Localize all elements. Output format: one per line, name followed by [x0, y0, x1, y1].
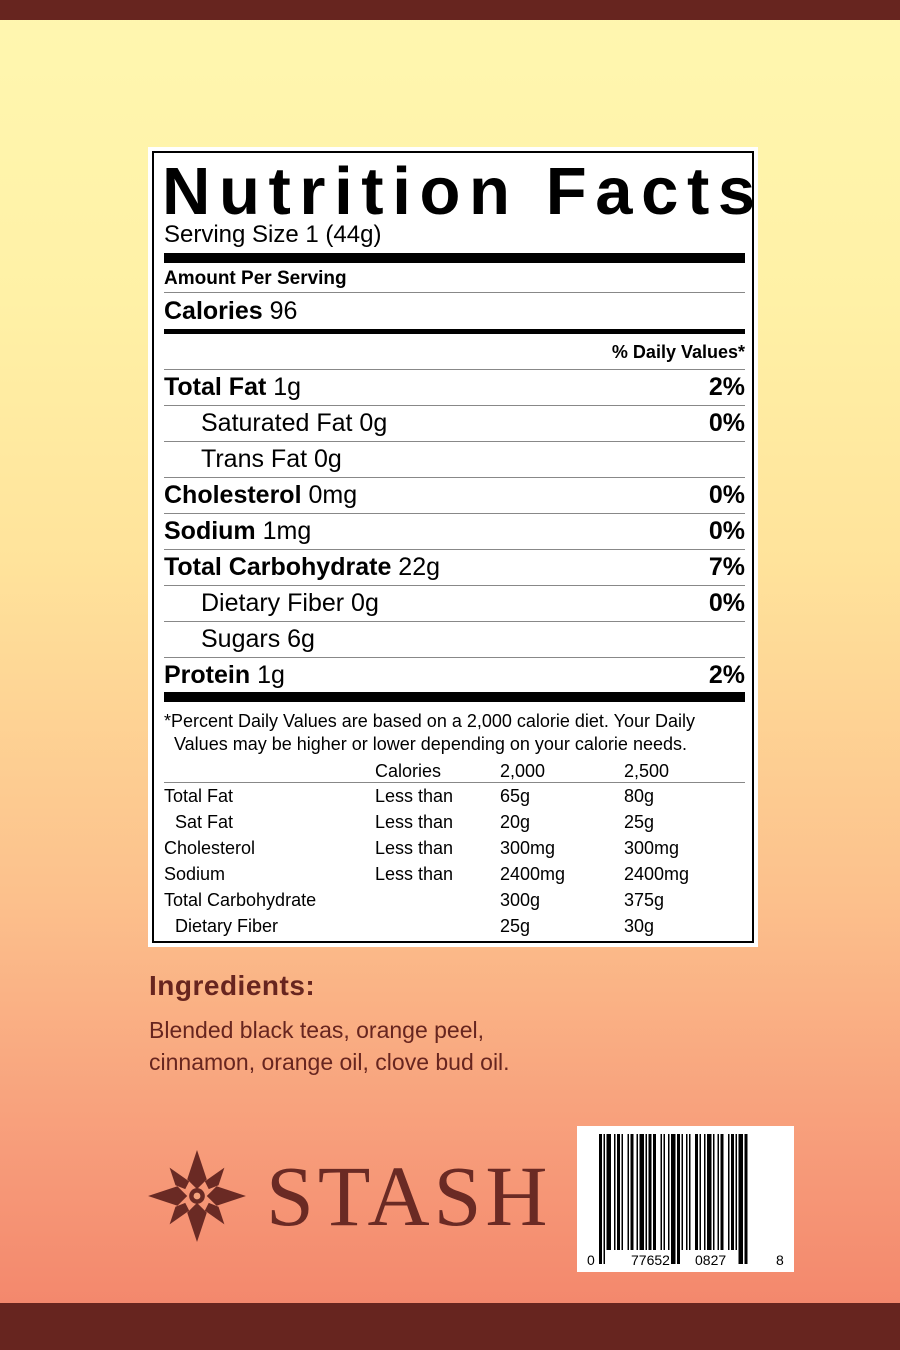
barcode-bar	[721, 1134, 724, 1250]
nutrient-label: Total Carbohydrate	[164, 553, 392, 581]
nutrient-amount: 22g	[398, 553, 441, 581]
barcode-bar	[700, 1134, 702, 1250]
nutrition-label-frame	[152, 151, 764, 943]
barcode-bar	[614, 1134, 616, 1250]
nutrition-label	[148, 147, 764, 947]
barcode-bar	[653, 1134, 656, 1250]
stash-wordmark: STASH	[266, 1148, 552, 1244]
barcode-digit-right: 8	[776, 1252, 784, 1268]
nutrition-title: Nutrition Facts	[162, 154, 764, 229]
barcode-bar	[599, 1134, 602, 1264]
nutrient-row-sodium	[164, 514, 745, 550]
nutrient-row-cholesterol	[164, 478, 745, 514]
nutrient-row-trans-fat	[164, 442, 745, 478]
table-cell: 25g	[624, 812, 655, 832]
nutrient-label: Trans Fat 0g	[201, 445, 342, 473]
calories-value: 96	[269, 297, 298, 325]
nutrient-amount: 1mg	[262, 517, 312, 545]
table-header-cell: Calories	[375, 761, 442, 781]
table-cell: Total Carbohydrate	[164, 890, 317, 910]
barcode-group-1: 77652	[631, 1252, 670, 1268]
table-cell: 375g	[624, 890, 665, 910]
barcode	[577, 1126, 794, 1272]
barcode-bar	[604, 1134, 606, 1264]
table-cell: 300mg	[500, 838, 556, 858]
footnote-line: Values may be higher or lower depending on your calorie needs.	[174, 734, 687, 754]
nutrient-amount: 0mg	[308, 481, 358, 509]
ingredients-line: Blended black teas, orange peel,	[149, 1017, 485, 1043]
barcode-bar	[668, 1134, 670, 1250]
calories-label: Calories	[164, 297, 263, 325]
table-cell: 300g	[500, 890, 541, 910]
barcode-bar	[617, 1134, 620, 1250]
nutrient-label: Dietary Fiber 0g	[201, 589, 379, 617]
table-cell: Less than	[375, 786, 454, 806]
nutrient-pct: 2%	[708, 660, 745, 689]
table-cell: 2400mg	[500, 864, 566, 884]
table-cell: 80g	[624, 786, 655, 806]
thick-divider	[164, 692, 745, 702]
table-cell	[375, 913, 500, 939]
table-cell: Dietary Fiber	[175, 916, 279, 936]
thick-divider	[164, 253, 745, 263]
nutrient-pct: 0%	[708, 517, 745, 545]
table-cell	[375, 887, 500, 913]
table-cell: 65g	[500, 786, 531, 806]
barcode-bar	[631, 1134, 634, 1250]
table-row	[164, 887, 745, 913]
calories-row	[164, 293, 745, 329]
nutrient-label: Cholesterol	[164, 481, 302, 509]
ingredients-line: cinnamon, orange oil, clove bud oil.	[149, 1049, 510, 1075]
barcode-bar	[622, 1134, 624, 1250]
nutrient-pct: 0%	[708, 589, 745, 617]
barcode-bar	[689, 1134, 691, 1250]
barcode-bar	[671, 1134, 676, 1264]
nutrient-label: Sodium	[164, 517, 256, 545]
nutrient-row-dietary-fiber	[164, 586, 745, 622]
barcode-bar	[649, 1134, 652, 1250]
nutrient-pct: 7%	[708, 553, 745, 581]
table-row	[164, 861, 745, 887]
barcode-bar	[628, 1134, 630, 1250]
stash-compass-icon	[148, 1150, 246, 1242]
nutrient-label: Saturated Fat 0g	[201, 409, 388, 437]
nutrient-pct: 0%	[708, 409, 745, 437]
barcode-group-2: 0827	[695, 1252, 727, 1268]
nutrient-label: Total Fat	[164, 373, 267, 401]
table-header-cell: 2,500	[624, 761, 670, 781]
barcode-bar	[695, 1134, 698, 1250]
barcode-bar	[637, 1134, 639, 1250]
nutrient-amount: 1g	[273, 373, 302, 401]
barcode-bar	[731, 1134, 734, 1250]
barcode-bar	[646, 1134, 648, 1250]
barcode-bar	[607, 1134, 612, 1250]
table-header-cell	[164, 758, 375, 782]
barcode-bar	[640, 1134, 645, 1250]
table-header-row	[164, 758, 745, 783]
barcode-bar	[686, 1134, 688, 1250]
table-header-cell: 2,000	[500, 761, 546, 781]
barcode-bar	[661, 1134, 663, 1250]
table-row	[164, 913, 745, 939]
nutrient-label: Protein	[164, 660, 251, 689]
serving-size: Serving Size 1 (44g)	[164, 221, 382, 248]
nutrient-pct: 2%	[708, 373, 745, 401]
daily-value-footnote	[164, 710, 745, 756]
table-cell: 2400mg	[624, 864, 690, 884]
daily-value-table	[164, 758, 745, 939]
nutrient-row-protein	[164, 658, 745, 692]
barcode-bar	[713, 1134, 715, 1250]
nutrient-row-saturated-fat	[164, 406, 745, 442]
barcode-bar	[736, 1134, 738, 1250]
nutrient-row-total-fat	[164, 370, 745, 406]
bottom-band	[0, 1303, 900, 1350]
nutrient-row-sugars	[164, 622, 745, 658]
ingredients-text	[149, 1014, 569, 1078]
table-cell: 25g	[500, 916, 531, 936]
barcode-bar	[718, 1134, 720, 1250]
table-cell: Total Fat	[164, 786, 234, 806]
barcode-bar	[745, 1134, 748, 1264]
amount-per-serving: Amount Per Serving	[164, 263, 745, 293]
daily-values-header: % Daily Values*	[164, 334, 745, 370]
table-cell: Less than	[375, 838, 454, 858]
nutrient-row-total-carbohydrate	[164, 550, 745, 586]
barcode-bar	[664, 1134, 666, 1250]
table-cell: Less than	[375, 864, 454, 884]
ingredients-title: Ingredients:	[149, 970, 316, 1001]
table-cell: 20g	[500, 812, 531, 832]
table-cell: Sat Fat	[175, 812, 234, 832]
nutrient-label: Sugars 6g	[201, 625, 315, 653]
table-cell: Sodium	[164, 864, 226, 884]
barcode-bars	[577, 1126, 794, 1272]
table-cell: 300mg	[624, 838, 680, 858]
barcode-bar	[704, 1134, 706, 1250]
table-cell: Less than	[375, 812, 454, 832]
barcode-bar	[682, 1134, 684, 1250]
nutrient-pct: 0%	[708, 481, 745, 509]
barcode-bar	[707, 1134, 712, 1250]
table-cell: Cholesterol	[164, 838, 256, 858]
top-band	[0, 0, 900, 20]
table-row	[164, 835, 745, 861]
table-cell: 30g	[624, 916, 655, 936]
barcode-bar	[739, 1134, 744, 1264]
table-row	[164, 809, 745, 835]
barcode-bar	[728, 1134, 730, 1250]
nutrient-amount: 1g	[257, 660, 285, 689]
barcode-bar	[677, 1134, 680, 1264]
table-row	[164, 783, 745, 809]
footnote-line: *Percent Daily Values are based on a 2,000 calorie diet. Your Daily	[164, 711, 695, 731]
barcode-digit-left: 0	[587, 1252, 595, 1268]
